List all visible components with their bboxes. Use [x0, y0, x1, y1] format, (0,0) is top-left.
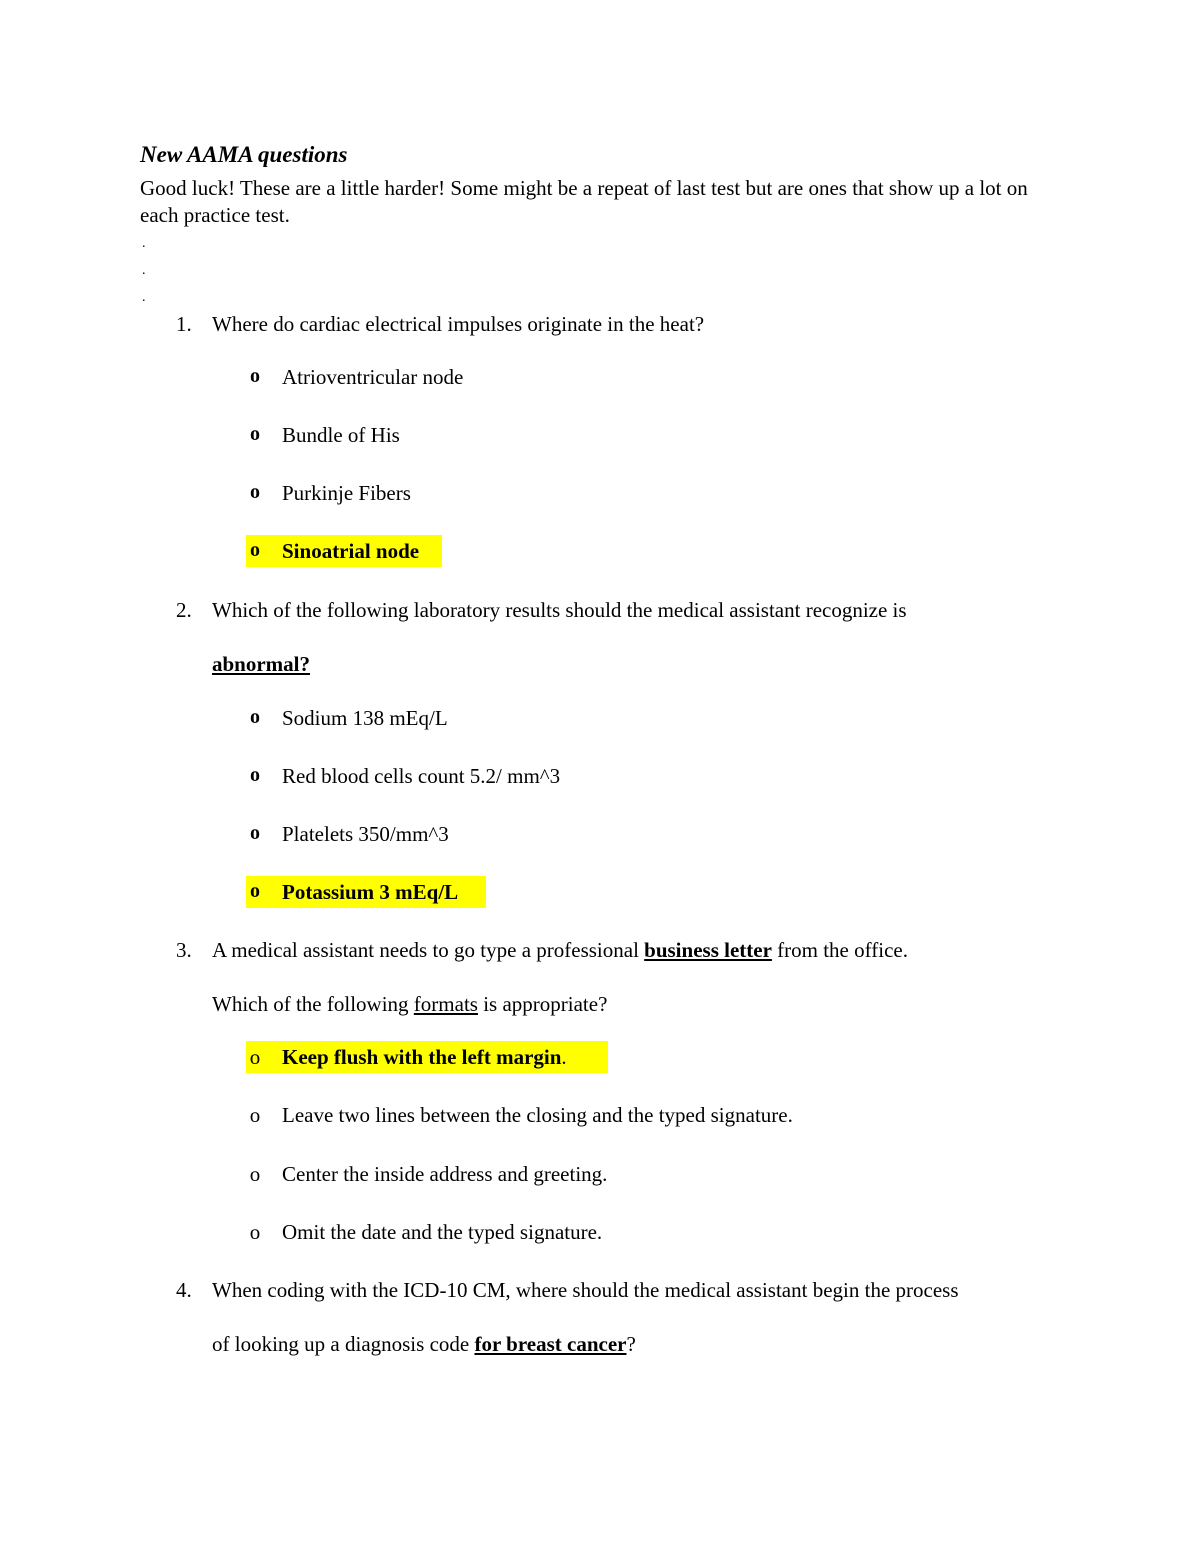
option-bullet-icon: o — [250, 365, 260, 387]
question-text-underline: formats — [413, 992, 478, 1016]
question-text-emphasis: for breast cancer — [474, 1332, 627, 1356]
question-text — [212, 1332, 636, 1357]
question-text — [212, 938, 908, 963]
document-title: New AAMA questions — [140, 142, 348, 167]
answer-option: Atrioventricular node — [282, 365, 464, 389]
question-text: When coding with the ICD-10 CM, where should the medical assistant begin the process — [212, 1278, 959, 1302]
option-bullet-icon: o — [250, 481, 260, 503]
question-text — [212, 992, 607, 1017]
answer-suffix: . — [561, 1045, 567, 1069]
question-number: 1. — [176, 312, 192, 336]
answer-option: Center the inside address and greeting. — [282, 1162, 608, 1186]
answer-option: Red blood cells count 5.2/ mm^3 — [282, 764, 561, 788]
dot-separator: . — [142, 290, 146, 305]
dot-separator: . — [142, 263, 146, 278]
answer-option: Leave two lines between the closing and the typed signature. — [282, 1103, 793, 1127]
question-number: 4. — [176, 1278, 192, 1302]
correct-answer-text: Keep flush with the left margin — [282, 1045, 562, 1069]
question-text-emphasis: business letter — [644, 938, 772, 962]
option-bullet-icon: o — [249, 1162, 261, 1186]
option-bullet-icon: o — [250, 706, 260, 728]
answer-option: Platelets 350/mm^3 — [282, 822, 449, 846]
question-text: Which of the following laboratory results should the medical assistant recognize is — [212, 598, 907, 622]
option-bullet-icon: o — [249, 1103, 261, 1127]
intro-paragraph: Good luck! These are a little harder! Some might be a repeat of last test but are ones that show up a lot on each practice test. — [140, 176, 1028, 227]
option-bullet-icon: o — [249, 1045, 261, 1069]
correct-answer-option — [282, 1045, 567, 1070]
question-text-emphasis: abnormal? — [212, 652, 311, 676]
question-number: 2. — [176, 598, 192, 622]
question-text-part: from the office. — [771, 938, 908, 962]
answer-option: Bundle of His — [282, 423, 400, 447]
option-bullet-icon: o — [250, 423, 260, 445]
option-bullet-icon: o — [250, 764, 260, 786]
question-text-part: is appropriate? — [477, 992, 608, 1016]
answer-option: Purkinje Fibers — [282, 481, 411, 505]
question-text-part: Which of the following — [212, 992, 414, 1016]
dot-separator: . — [142, 236, 146, 251]
question-text-part: of looking up a diagnosis code — [212, 1332, 475, 1356]
question-text: Where do cardiac electrical impulses originate in the heat? — [212, 312, 705, 336]
question-text-part: ? — [626, 1332, 636, 1356]
correct-answer-option: Potassium 3 mEq/L — [282, 880, 459, 904]
question-text-part: A medical assistant needs to go type a professional — [212, 938, 645, 962]
option-bullet-icon: o — [250, 539, 260, 561]
answer-option: Omit the date and the typed signature. — [282, 1220, 603, 1244]
option-bullet-icon: o — [250, 822, 260, 844]
option-bullet-icon: o — [249, 1220, 261, 1244]
answer-option: Sodium 138 mEq/L — [282, 706, 448, 730]
option-bullet-icon: o — [250, 880, 260, 902]
correct-answer-option: Sinoatrial node — [282, 539, 420, 563]
question-number: 3. — [176, 938, 192, 962]
